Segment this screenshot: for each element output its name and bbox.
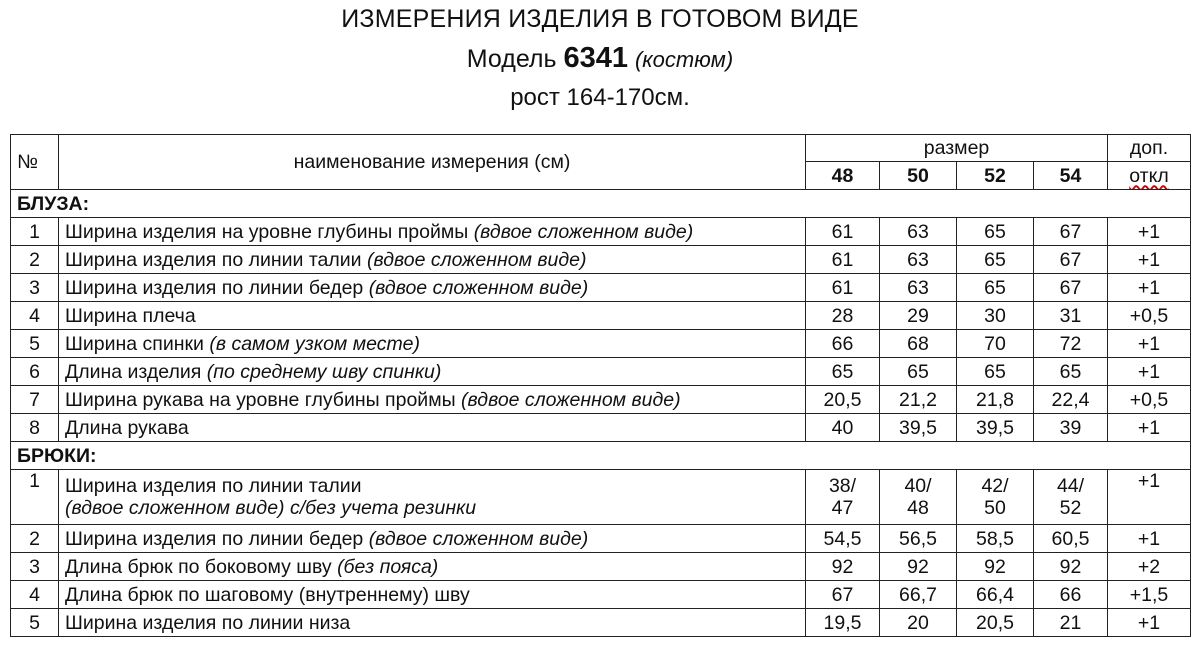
row-number: 4 [11, 581, 59, 609]
measurement-note: (вдвое сложенном виде) [368, 527, 589, 550]
section-title: БЛУЗА: [11, 190, 1191, 218]
row-number: 5 [11, 330, 59, 358]
measurement-note: (в самом узком месте) [209, 332, 421, 355]
model-kind: (костюм) [634, 47, 734, 72]
size-value-line: 48 [907, 497, 929, 519]
measurement-note: (вдвое сложенном виде) [368, 276, 589, 299]
tolerance-value: +0,5 [1108, 302, 1191, 330]
size-value: 67 [806, 581, 880, 609]
row-number: 7 [11, 386, 59, 414]
table-row [11, 330, 1191, 358]
measurement-label: Ширина изделия по линии низа [65, 611, 351, 634]
tolerance-value: +1 [1108, 358, 1191, 386]
model-label: Модель [466, 45, 557, 73]
tolerance-value: +1 [1108, 246, 1191, 274]
measurement-name [59, 470, 806, 525]
size-value: 66 [1034, 581, 1108, 609]
measurement-label: Ширина изделия по линии бедер [65, 276, 364, 299]
size-value: 61 [806, 246, 880, 274]
table-row [11, 218, 1191, 246]
table-row [11, 553, 1191, 581]
size-value: 40 [806, 414, 880, 442]
size-value: 67 [1034, 218, 1108, 246]
table-row [11, 386, 1191, 414]
size-value: 39,5 [957, 414, 1034, 442]
row-number: 3 [11, 553, 59, 581]
measurement-name [59, 302, 806, 330]
table-row [11, 302, 1191, 330]
measurements-table [10, 134, 1191, 637]
size-value: 70 [957, 330, 1034, 358]
size-value: 63 [880, 246, 957, 274]
tolerance-value: +1,5 [1108, 581, 1191, 609]
table-row [11, 358, 1191, 386]
size-value: 92 [1034, 553, 1108, 581]
row-number: 6 [11, 358, 59, 386]
measurement-label: Ширина изделия по линии талии [65, 475, 362, 497]
size-value-line: 44/ [1056, 475, 1085, 497]
column-header-tolerance: доп. [1108, 135, 1191, 162]
size-value: 31 [1034, 302, 1108, 330]
measurement-name [59, 274, 806, 302]
measurement-label: Ширина спинки [65, 332, 204, 355]
size-value: 92 [806, 553, 880, 581]
tolerance-value: +1 [1108, 330, 1191, 358]
size-value: 66 [806, 330, 880, 358]
row-number: 5 [11, 609, 59, 637]
section-row [11, 442, 1191, 470]
row-number: 4 [11, 302, 59, 330]
measurement-note: (без пояса) [337, 555, 439, 578]
size-value: 61 [806, 274, 880, 302]
size-value: 54,5 [806, 525, 880, 553]
measurement-label: Длина брюк по боковому шву [65, 555, 332, 578]
size-header: 48 [806, 162, 880, 190]
table-row [11, 246, 1191, 274]
measurement-name [59, 218, 806, 246]
row-number: 1 [11, 218, 59, 246]
size-value: 65 [806, 358, 880, 386]
size-value: 19,5 [806, 609, 880, 637]
height-range: рост 164-170см. [510, 84, 690, 111]
size-value: 39 [1034, 414, 1108, 442]
size-value-line: 40/ [904, 475, 932, 497]
row-number: 8 [11, 414, 59, 442]
measurement-label: Ширина изделия по линии талии [65, 248, 362, 271]
tolerance-value: +1 [1108, 218, 1191, 246]
model-line [0, 41, 1200, 77]
size-value: 29 [880, 302, 957, 330]
row-number: 2 [11, 525, 59, 553]
section-title: БРЮКИ: [11, 442, 1191, 470]
size-value: 67 [1034, 246, 1108, 274]
size-value: 30 [957, 302, 1034, 330]
measurement-label: Ширина плеча [65, 304, 196, 327]
tolerance-value: +1 [1108, 609, 1191, 637]
size-value-line: 52 [1059, 497, 1082, 519]
size-value: 92 [880, 553, 957, 581]
size-value: 21 [1034, 609, 1108, 637]
tolerance-value: +0,5 [1108, 386, 1191, 414]
measurement-label: Ширина изделия на уровне глубины проймы [65, 220, 469, 243]
size-value: 65 [957, 246, 1034, 274]
measurement-label: Длина рукава [65, 416, 189, 439]
table-row [11, 581, 1191, 609]
measurement-name [59, 386, 806, 414]
model-number: 6341 [563, 42, 628, 74]
document-title: ИЗМЕРЕНИЯ ИЗДЕЛИЯ В ГОТОВОМ ВИДЕ [341, 5, 859, 33]
size-value-line: 47 [831, 497, 854, 519]
measurement-name [59, 414, 806, 442]
measurement-note: (вдвое сложенном виде) с/без учета резинки [65, 497, 477, 519]
table-row [11, 609, 1191, 637]
header-row [11, 135, 1191, 162]
size-value: 20,5 [957, 609, 1034, 637]
size-value: 63 [880, 274, 957, 302]
size-value: 22,4 [1034, 386, 1108, 414]
size-value: 72 [1034, 330, 1108, 358]
size-value: 65 [957, 218, 1034, 246]
size-value: 68 [880, 330, 957, 358]
size-value-line: 38/ [828, 475, 857, 497]
size-value [880, 470, 957, 525]
row-number: 3 [11, 274, 59, 302]
size-value: 21,8 [957, 386, 1034, 414]
table-row [11, 414, 1191, 442]
size-value: 56,5 [880, 525, 957, 553]
size-value: 20,5 [806, 386, 880, 414]
tolerance-value: +1 [1108, 414, 1191, 442]
measurement-name [59, 330, 806, 358]
size-value: 60,5 [1034, 525, 1108, 553]
column-header-name: наименование измерения (см) [59, 135, 806, 190]
measurement-label: Длина изделия [65, 360, 202, 383]
size-value: 66,7 [880, 581, 957, 609]
size-header: 52 [957, 162, 1034, 190]
tolerance-value: +1 [1108, 525, 1191, 553]
size-value: 67 [1034, 274, 1108, 302]
measurement-name [59, 525, 806, 553]
measurement-label: Ширина рукава на уровне глубины проймы [65, 388, 456, 411]
size-value: 28 [806, 302, 880, 330]
tolerance-value: +1 [1108, 274, 1191, 302]
measurement-name [59, 609, 806, 637]
size-header: 54 [1034, 162, 1108, 190]
size-value: 65 [1034, 358, 1108, 386]
size-value: 66,4 [957, 581, 1034, 609]
measurement-label: Ширина изделия по линии бедер [65, 527, 364, 550]
size-value: 92 [957, 553, 1034, 581]
measurement-label: Длина брюк по шаговому (внутреннему) шву [65, 583, 470, 606]
measurement-note: (по среднему шву спинки) [206, 360, 442, 383]
size-header: 50 [880, 162, 957, 190]
size-value: 21,2 [880, 386, 957, 414]
size-value: 39,5 [880, 414, 957, 442]
size-value: 65 [957, 358, 1034, 386]
tolerance-value: +2 [1108, 553, 1191, 581]
tolerance-value: +1 [1108, 470, 1191, 525]
measurement-name [59, 246, 806, 274]
size-value: 61 [806, 218, 880, 246]
size-value: 65 [957, 274, 1034, 302]
size-value-line: 50 [984, 497, 1006, 519]
measurement-note: (вдвое сложенном виде) [366, 248, 587, 271]
table-row [11, 274, 1191, 302]
size-value [1034, 470, 1108, 525]
size-value: 65 [880, 358, 957, 386]
size-value: 20 [880, 609, 957, 637]
size-value: 63 [880, 218, 957, 246]
measurements-table-body [11, 135, 1191, 637]
column-header-tolerance-2: откл [1108, 162, 1191, 190]
measurement-name [59, 581, 806, 609]
row-number: 2 [11, 246, 59, 274]
column-header-number: № [11, 135, 59, 190]
measurement-name [59, 358, 806, 386]
table-row [11, 470, 1191, 525]
size-value: 58,5 [957, 525, 1034, 553]
measurement-note: (вдвое сложенном виде) [461, 388, 681, 411]
column-header-size: размер [806, 135, 1108, 162]
size-value-line: 42/ [981, 475, 1009, 497]
section-row [11, 190, 1191, 218]
measurement-note: (вдвое сложенном виде) [473, 220, 694, 243]
size-value [806, 470, 880, 525]
row-number: 1 [11, 470, 59, 525]
measurement-name [59, 553, 806, 581]
table-row [11, 525, 1191, 553]
size-value [957, 470, 1034, 525]
